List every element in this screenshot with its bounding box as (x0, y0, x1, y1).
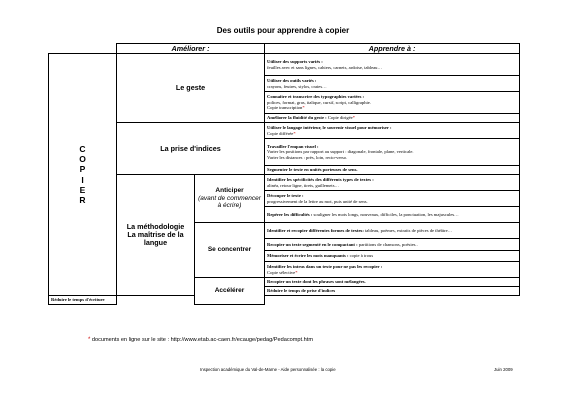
category-line: La maîtrise de la (127, 230, 184, 239)
footer-source: Inspection académique du Val-de-Marne - Aide personnalisée : la copie (200, 367, 336, 372)
cell-heading: Travailler l'empan visuel : (267, 143, 319, 149)
category-indices: La prise d'indices (117, 123, 265, 175)
cell-text: copie à trous (348, 253, 374, 259)
star-marker: * (88, 337, 91, 343)
cell-text: souligner les mots longs, nouveaux, difficiles, la ponctuation, les majuscules… (312, 211, 459, 217)
table-cell (265, 287, 520, 296)
cell-heading: Recopier un texte segmenté en le compactant : (267, 241, 358, 247)
subcategory-accelerer (195, 278, 265, 305)
side-label-copier (49, 54, 117, 296)
side-letter: R (79, 194, 86, 205)
cell-heading: Améliorer la fluidité du geste : (267, 115, 327, 121)
category-line: langue (143, 238, 168, 247)
table-cell (265, 76, 520, 92)
footnote-text: documents en ligne sur le site : http://www.etab.ac-caen.fr/ecauge/pedag/Pedacompt.htm (90, 337, 313, 343)
cell-heading: Identifier et recopier différentes formes de textes: (267, 227, 364, 233)
table-row (49, 296, 520, 305)
table-cell (265, 251, 520, 262)
table-row (49, 123, 520, 139)
star-marker: * (352, 115, 356, 121)
table-cell (265, 166, 520, 175)
cell-heading: Segmenter le texte en unités porteuses de sens. (267, 167, 358, 173)
cell-heading: Utiliser le langage intérieur, le souvenir visuel pour mémoriser : (267, 124, 392, 130)
cell-heading: Utiliser des supports variés : (267, 58, 323, 64)
subcategory-label: Se concentrer (207, 246, 252, 254)
cell-text: progressivement de la lettre au mot, puis unité de sens. (267, 198, 368, 204)
subcategory-label: Anticiper (215, 187, 244, 195)
cell-heading: Mémoriser et écrire les mots manquants : (267, 253, 349, 259)
table-row (49, 54, 520, 76)
side-letter: P (79, 164, 86, 175)
cell-text: Varier les positions par rapport au support : diagonale, frontale, plane, verticale. (267, 149, 414, 155)
header-apprendre: Apprendre à : (265, 44, 520, 54)
table-cell (265, 54, 520, 76)
subcategory-concentrer (195, 223, 265, 278)
table-cell (265, 139, 520, 166)
table-cell (265, 207, 520, 223)
tools-table (48, 43, 520, 305)
category-line: La méthodologie (126, 222, 185, 231)
cell-heading: Repérer les difficultés : (267, 211, 313, 217)
table-cell (265, 191, 520, 207)
cell-heading: Utiliser des outils variés : (267, 77, 317, 83)
side-letter: C (79, 143, 86, 154)
table-cell (265, 92, 520, 114)
side-letter: O (79, 154, 86, 165)
cell-text: Copie différée (267, 130, 294, 136)
header-ameliorer: Améliorer : (117, 44, 265, 54)
cell-heading: Identifier les intrus dans un texte pour ne pas les recopier : (267, 263, 383, 269)
category-geste: Le geste (117, 54, 265, 123)
footer-date: Juin 2009 (494, 367, 513, 372)
cell-text: tableau, poèmes, extraits de pièces de théâtre… (363, 227, 453, 233)
table-cell (265, 123, 520, 139)
side-letter: I (81, 174, 84, 185)
star-marker: * (295, 269, 298, 275)
page-title: Des outils pour apprendre à copier (216, 26, 350, 35)
cell-text: Copie dirigée (326, 115, 353, 121)
cell-text: feuilles avec et sans lignes, cahiers, carnets, ardoise, tableau… (267, 64, 383, 70)
cell-heading: Recopier un texte dont les phrases sont mélangées. (267, 279, 366, 285)
table-row (49, 175, 520, 191)
side-letter: E (79, 184, 86, 195)
table-cell (265, 278, 520, 287)
subcategory-label: Accélérer (214, 287, 245, 295)
table-cell (265, 239, 520, 251)
subcategory-anticiper (195, 175, 265, 223)
footnote (88, 337, 313, 343)
cell-heading: Identifier les spécificités des différents types de textes : (267, 176, 374, 182)
table-cell (49, 296, 117, 305)
table-header-row (49, 44, 520, 54)
cell-heading: Réduire le temps de prise d'indices (267, 288, 336, 294)
cell-heading: Réduire le temps d'écriture (51, 297, 105, 303)
star-marker: * (302, 105, 305, 111)
table-cell (265, 262, 520, 278)
cell-heading: Découper le texte : (267, 192, 304, 198)
table-cell (265, 223, 520, 239)
cell-text: Copie transcription (267, 105, 303, 111)
cell-text: crayons, feutres, stylos, craies… (267, 83, 327, 89)
subcategory-note: (avant de commencer à écrire) (198, 194, 261, 210)
table-cell (265, 114, 520, 123)
cell-text: Copie sélective (267, 269, 296, 275)
table-cell (265, 175, 520, 191)
star-marker: * (293, 130, 296, 136)
cell-text: polices, format, gras, italique, cursif, script, calligraphie. (267, 99, 371, 105)
cell-text: alinéa, retour ligne, tirets, guillemets… (267, 182, 340, 188)
cell-text: Varier les distances : près, loin, recto-verso. (267, 154, 348, 160)
cell-heading: Connaître et transcrire des typographies variées : (267, 94, 365, 100)
cell-text: partitions de chansons, poésies.. (357, 241, 418, 247)
category-methodologie (117, 175, 195, 296)
